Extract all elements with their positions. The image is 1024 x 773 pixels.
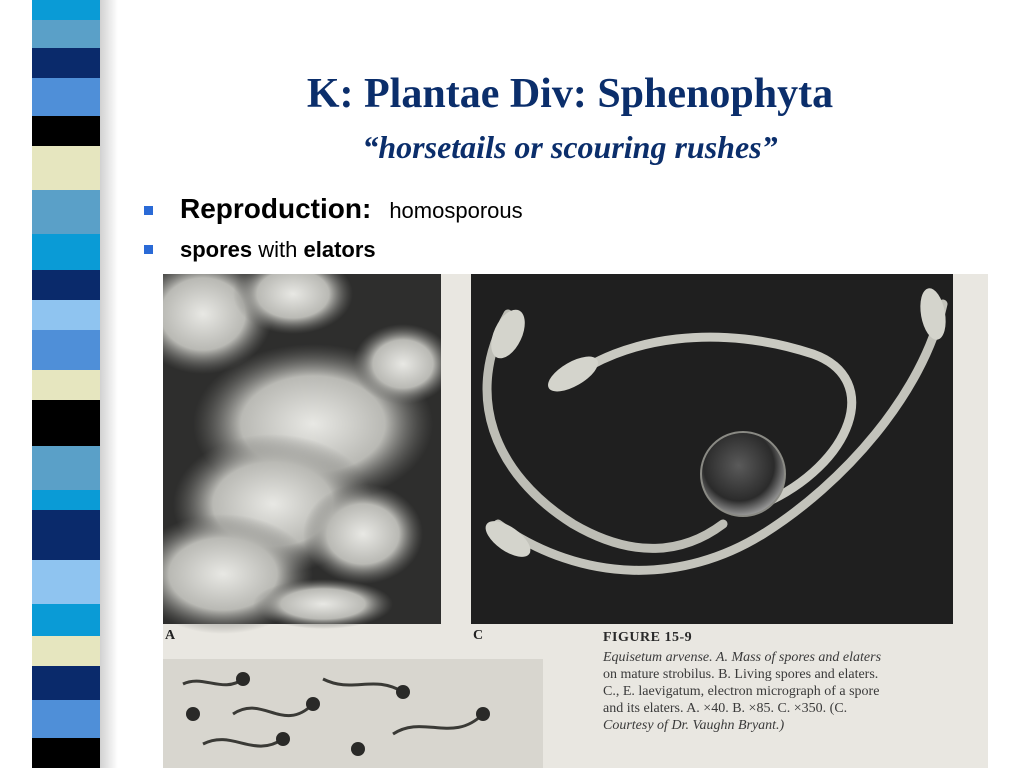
figure-caption-line: Courtesy of Dr. Vaughn Bryant.): [603, 718, 785, 733]
figure-caption-line: C., E. laevigatum, electron micrograph of a spore: [603, 684, 880, 699]
bullet-text-elators: elators: [303, 237, 376, 262]
panel-b-photo: [163, 659, 543, 768]
square-bullet-icon: [144, 245, 153, 254]
slide-subtitle: “horsetails or scouring rushes”: [362, 129, 778, 165]
figure-caption-title: FIGURE 15-9: [603, 630, 693, 645]
panel-c-photo: [471, 274, 953, 624]
panel-a-label: A: [165, 628, 176, 643]
bullet-item-spores: [144, 237, 376, 263]
bullet-text: homosporous: [389, 198, 523, 223]
slide-title: K: Plantae Div: Sphenophyta: [306, 71, 834, 117]
bullet-item-reproduction: [144, 193, 523, 225]
panel-a-photo: [163, 274, 453, 634]
figure-caption-line: and its elaters. A. ×40. B. ×85. C. ×350. (C.: [603, 701, 848, 716]
figure-caption-line: on mature strobilus. B. Living spores and elaters.: [603, 667, 879, 682]
bullet-text-spores: spores: [180, 237, 253, 262]
bullet-text-with: with: [252, 237, 304, 262]
textbook-figure-image: [163, 274, 988, 768]
decorative-stripe: [32, 0, 100, 768]
panel-c-label: C: [473, 628, 484, 643]
bullet-heading: Reproduction:: [180, 193, 372, 224]
square-bullet-icon: [144, 206, 153, 215]
stripe-shadow: [100, 0, 118, 768]
figure-caption-line: Equisetum arvense. A. Mass of spores and elaters: [603, 650, 882, 665]
